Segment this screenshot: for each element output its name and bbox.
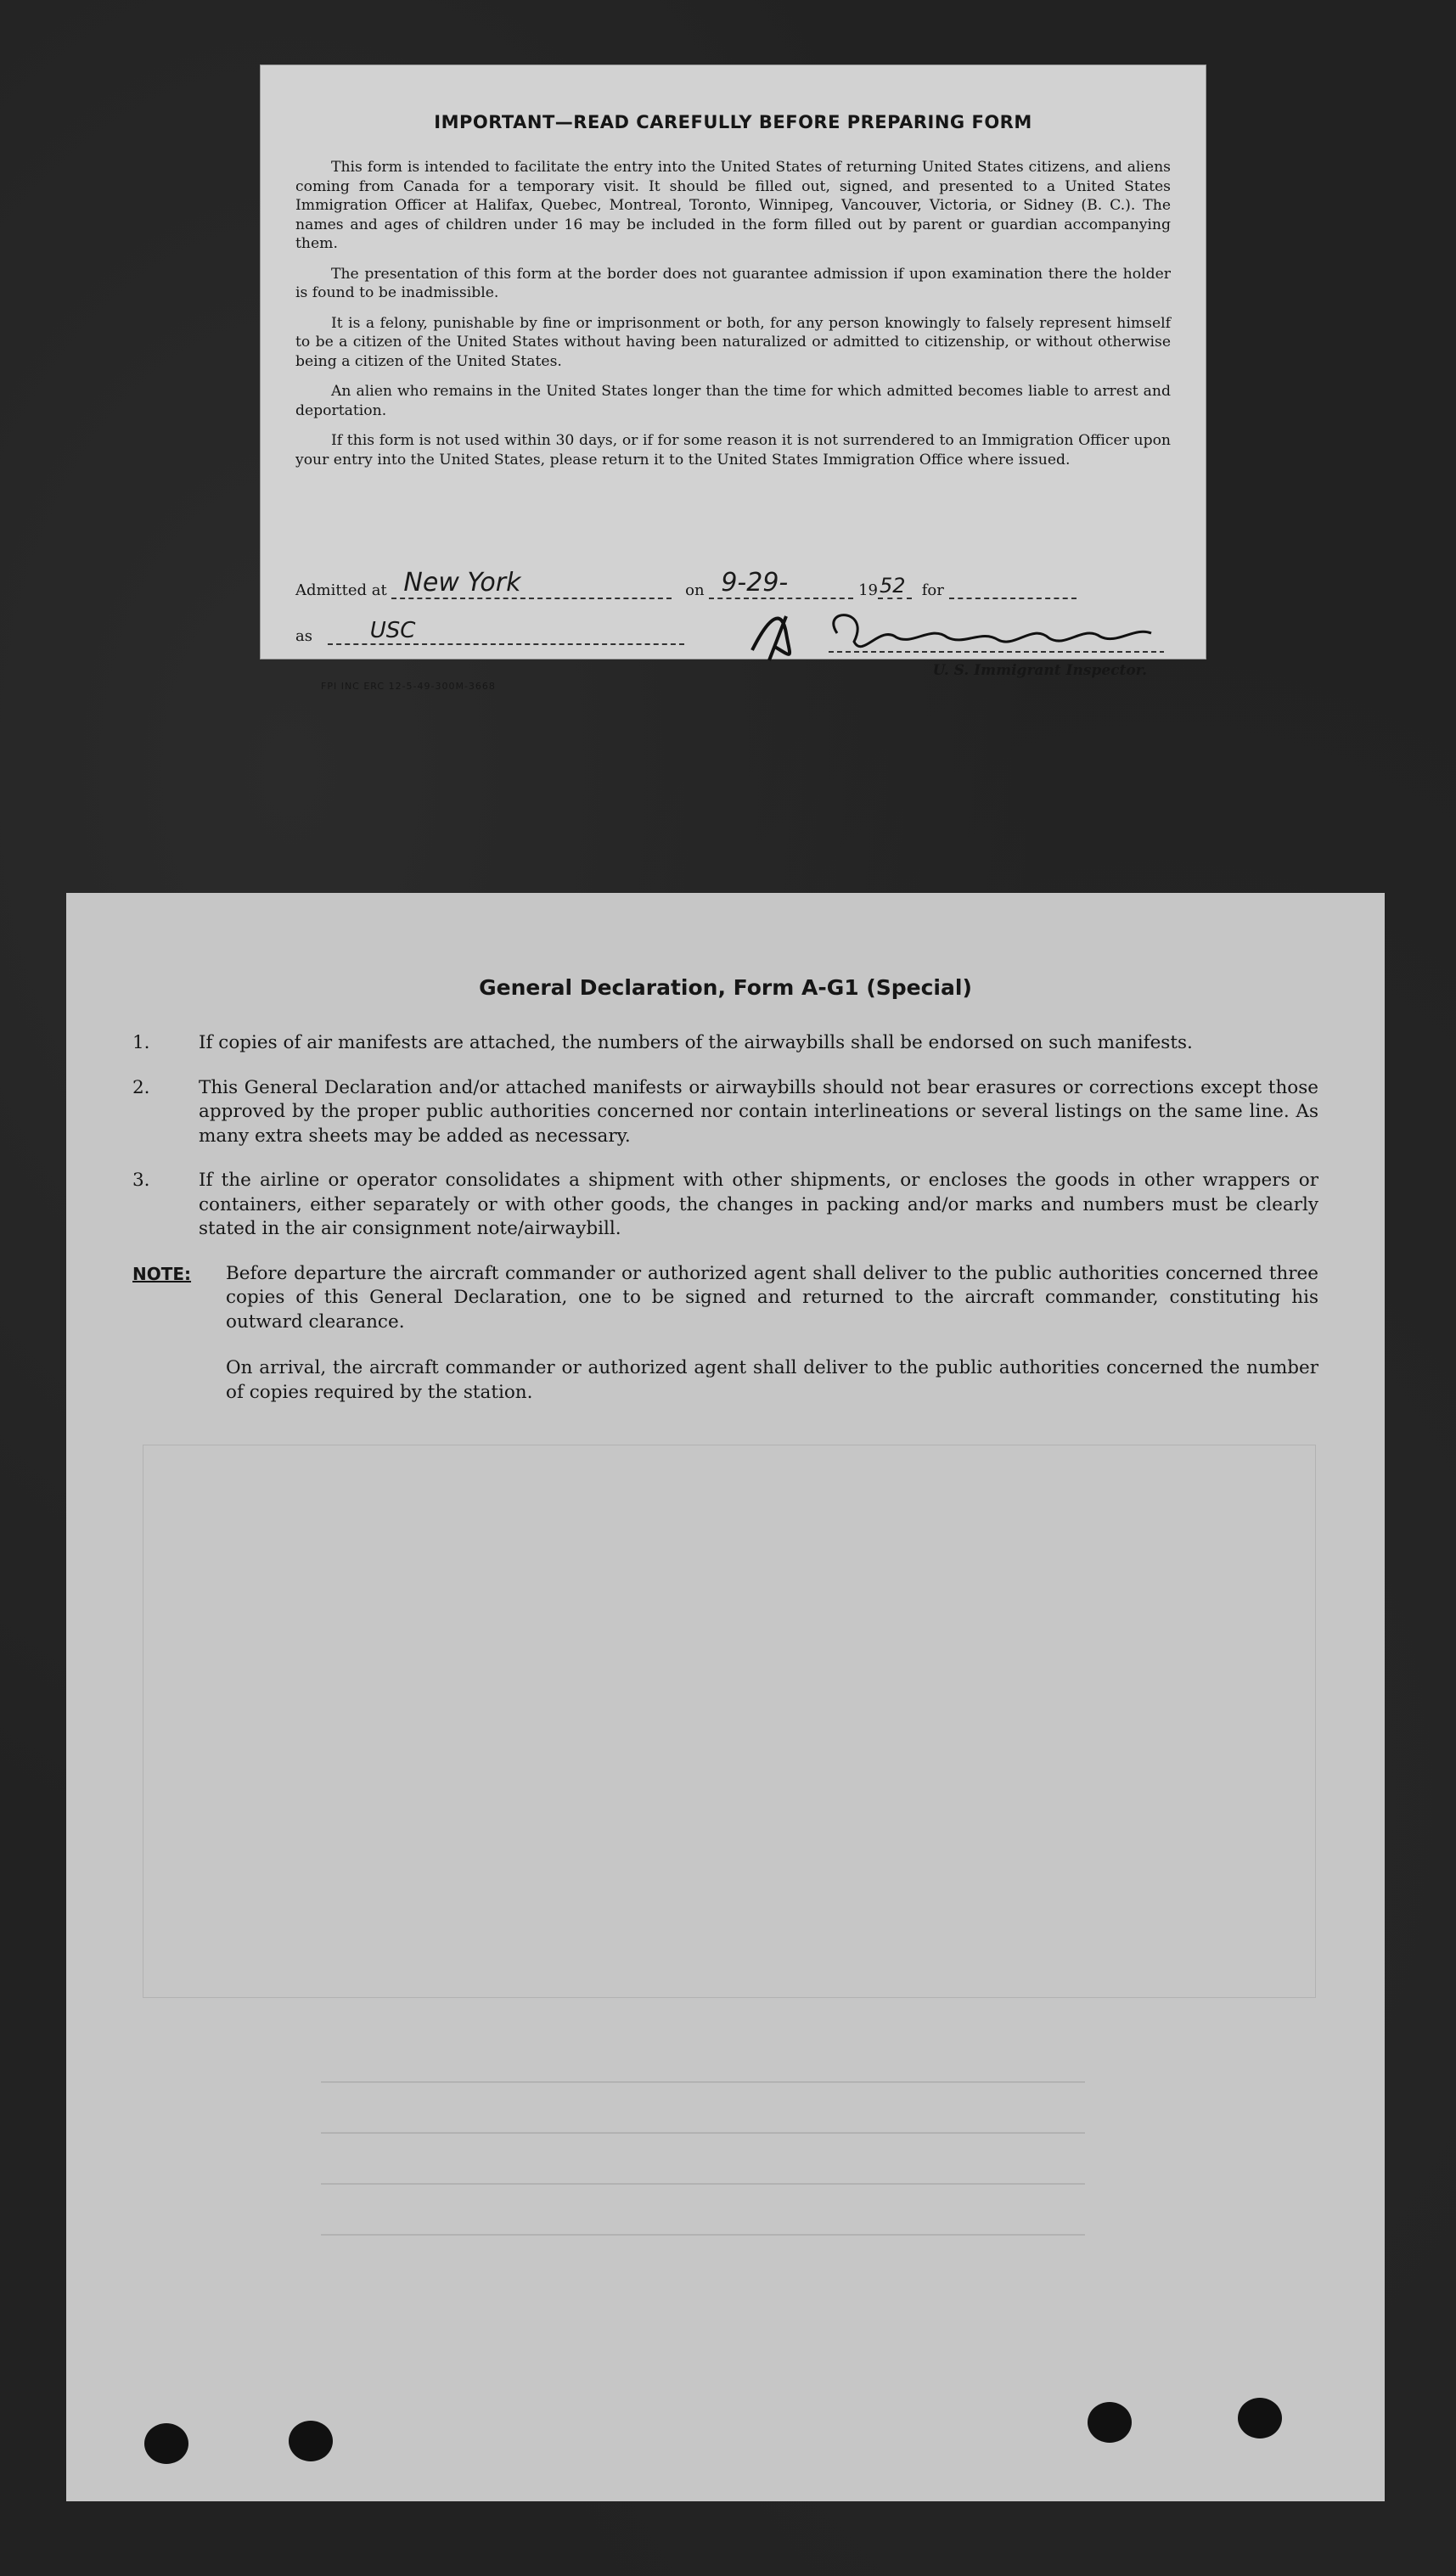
for-field (949, 579, 1077, 599)
status-field (328, 618, 684, 645)
rule-item (132, 1169, 1318, 1242)
card-title: IMPORTANT—READ CAREFULLY BEFORE PREPARING FORM (434, 112, 1032, 132)
note-block (132, 1262, 1318, 1335)
instruction-paragraph-1: This form is intended to facilitate the entry into the United States of returning United States citizens, and aliens coming from Canada for a temporary visit. It should be filled out, signed, and presented to a United States Immigration Officer at Halifax, Quebec, Montreal, Toronto, Winnipeg, Vancouver, Victoria, or Sidney (B. C.). The names and ages of children under 16 may be included in the form filled out by parent or guardian accompanying them. (295, 159, 1171, 252)
note-text-arrival: On arrival, the aircraft commander or authorized agent shall deliver to the public authorities concerned the number of copies required by the station. (226, 1357, 1318, 1403)
status-row (295, 618, 684, 645)
card-instructions (295, 158, 1171, 480)
border-crossing-card (260, 65, 1206, 692)
admitted-at-field (391, 568, 672, 599)
rule-item (132, 1076, 1318, 1149)
rule-number: 1. (132, 1032, 150, 1053)
status-value: USC (369, 618, 416, 643)
on-label: on (685, 581, 705, 599)
rule-number: 2. (132, 1076, 150, 1098)
date-value: 9-29- (721, 568, 789, 598)
rule-text: If copies of air manifests are attached, the numbers of the airwaybills shall be endorsed on such manifests. (199, 1032, 1193, 1053)
year-value: 52 (879, 574, 906, 598)
admitted-at-value: New York (403, 568, 521, 598)
general-declaration-sheet (66, 893, 1385, 2501)
note-label: NOTE: (132, 1263, 192, 1284)
rule-text: This General Declaration and/or attached manifests or airwaybills should not bear erasures or corrections except those approved by the proper public authorities concerned nor contain interlineations or several listings on the same line. As many extra sheets may be added as necessary. (199, 1076, 1318, 1147)
rule-item (132, 1031, 1318, 1056)
rule-number: 3. (132, 1170, 150, 1191)
declaration-title: General Declaration, Form A-G1 (Special) (479, 975, 972, 1000)
year-field (878, 574, 912, 599)
bleedthrough-line (321, 2234, 1085, 2236)
bleedthrough-line (321, 2132, 1085, 2134)
for-label: for (921, 581, 944, 599)
form-code: FPI INC ERC 12-5-49-300M-3668 (321, 681, 496, 692)
as-label: as (295, 627, 312, 645)
punch-hole (1238, 2398, 1282, 2439)
inspector-label: U. S. Immigrant Inspector. (932, 662, 1147, 679)
year-prefix: 19 (858, 581, 878, 599)
instruction-paragraph-4: An alien who remains in the United States longer than the time for which admitted becomes liable to arrest and deportation. (295, 383, 1171, 419)
note-text: Before departure the aircraft commander or authorized agent shall deliver to the public authorities concerned three copies of this General Declaration, one to be signed and returned to the aircraft commander, constituting his outward clearance. (226, 1262, 1318, 1333)
declaration-rules (132, 1031, 1318, 1405)
punch-hole (1088, 2402, 1132, 2443)
punch-hole (289, 2421, 333, 2461)
bleedthrough-table (143, 1445, 1316, 1998)
admitted-at-label: Admitted at (295, 581, 387, 599)
inspector-signature (735, 599, 1177, 667)
instruction-paragraph-2: The presentation of this form at the border does not guarantee admission if upon examination there the holder is found to be inadmissible. (295, 265, 1171, 301)
rule-text: If the airline or operator consolidates a shipment with other shipments, or encloses the goods in other wrappers or containers, either separately or with other goods, the changes in packing and/or marks and numbers must be clearly stated in the air consignment note/airwaybill. (199, 1170, 1318, 1239)
instruction-paragraph-3: It is a felony, punishable by fine or imprisonment or both, for any person knowingly to falsely represent himself to be a citizen of the United States without having been naturalized or admitted to citizenship, or without otherwise being a citizen of the United States. (295, 314, 1171, 370)
date-field (709, 568, 853, 599)
instruction-paragraph-5: If this form is not used within 30 days, or if for some reason it is not surrendered to an Immigration Officer upon your entry into the United States, please return it to the United States Immigration Office where issued. (295, 432, 1171, 469)
punch-hole (144, 2423, 188, 2464)
bleedthrough-line (321, 2081, 1085, 2083)
bleedthrough-line (321, 2183, 1085, 2185)
